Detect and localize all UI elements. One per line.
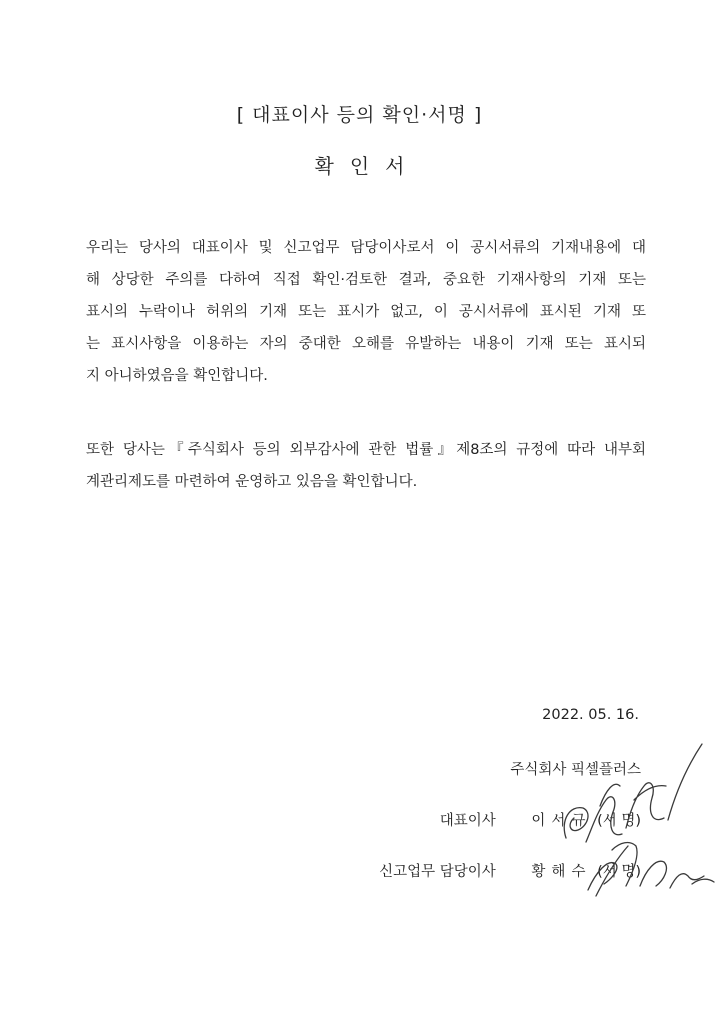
paragraph-line: 또한 당사는『주식회사 등의 외부감사에 관한 법률』제8조의 규정에 따라 내부회: [86, 442, 647, 458]
paragraph-line: 지 아니하였음을 확인합니다.: [86, 368, 268, 384]
document-title: [0, 150, 719, 179]
name-char: 규: [571, 813, 586, 829]
paragraph-line: 우리는 당사의 대표이사 및 신고업무 담당이사로서 이 공시서류의 기재내용에 대: [86, 240, 646, 256]
name-char: 이: [531, 813, 546, 829]
paragraph-line: 해 상당한 주의를 다하여 직접 확인·검토한 결과, 중요한 기재사항의 기재 또는: [86, 272, 646, 288]
company-name: 주식회사 픽셀플러스: [510, 762, 641, 778]
name-char: 수: [571, 864, 586, 880]
document-title-char: 서: [385, 154, 405, 178]
ceo-role: 대표이사: [439, 813, 496, 829]
name-char: 황: [531, 864, 546, 880]
document-date: 2022. 05. 16.: [542, 707, 639, 723]
officer-name: [528, 864, 588, 880]
internal-control-paragraph: [86, 434, 646, 498]
officer-role: 신고업무 담당이사: [379, 864, 496, 880]
name-char: 서: [551, 813, 566, 829]
ceo-name: [528, 813, 588, 829]
name-char: 해: [551, 864, 566, 880]
paragraph-line: 는 표시사항을 이용하는 자의 중대한 오해를 유발하는 내용이 기재 또는 표시되: [86, 336, 646, 352]
officer-signature-line: [379, 860, 641, 881]
ceo-signature-line: [440, 809, 641, 830]
paragraph-line: 표시의 누락이나 허위의 기재 또는 표시가 없고, 이 공시서류에 표시된 기재 또: [86, 304, 646, 320]
confirmation-paragraph: [86, 232, 646, 392]
ceo-signature-mark: (서 명): [597, 813, 641, 829]
section-title: [ 대표이사 등의 확인·서명 ]: [236, 104, 483, 126]
document-title-char: 확: [314, 154, 334, 178]
officer-signature-mark: (서 명): [597, 864, 641, 880]
paragraph-line: 계관리제도를 마련하여 운영하고 있음을 확인합니다.: [86, 474, 418, 490]
document-title-char: 인: [349, 154, 370, 178]
